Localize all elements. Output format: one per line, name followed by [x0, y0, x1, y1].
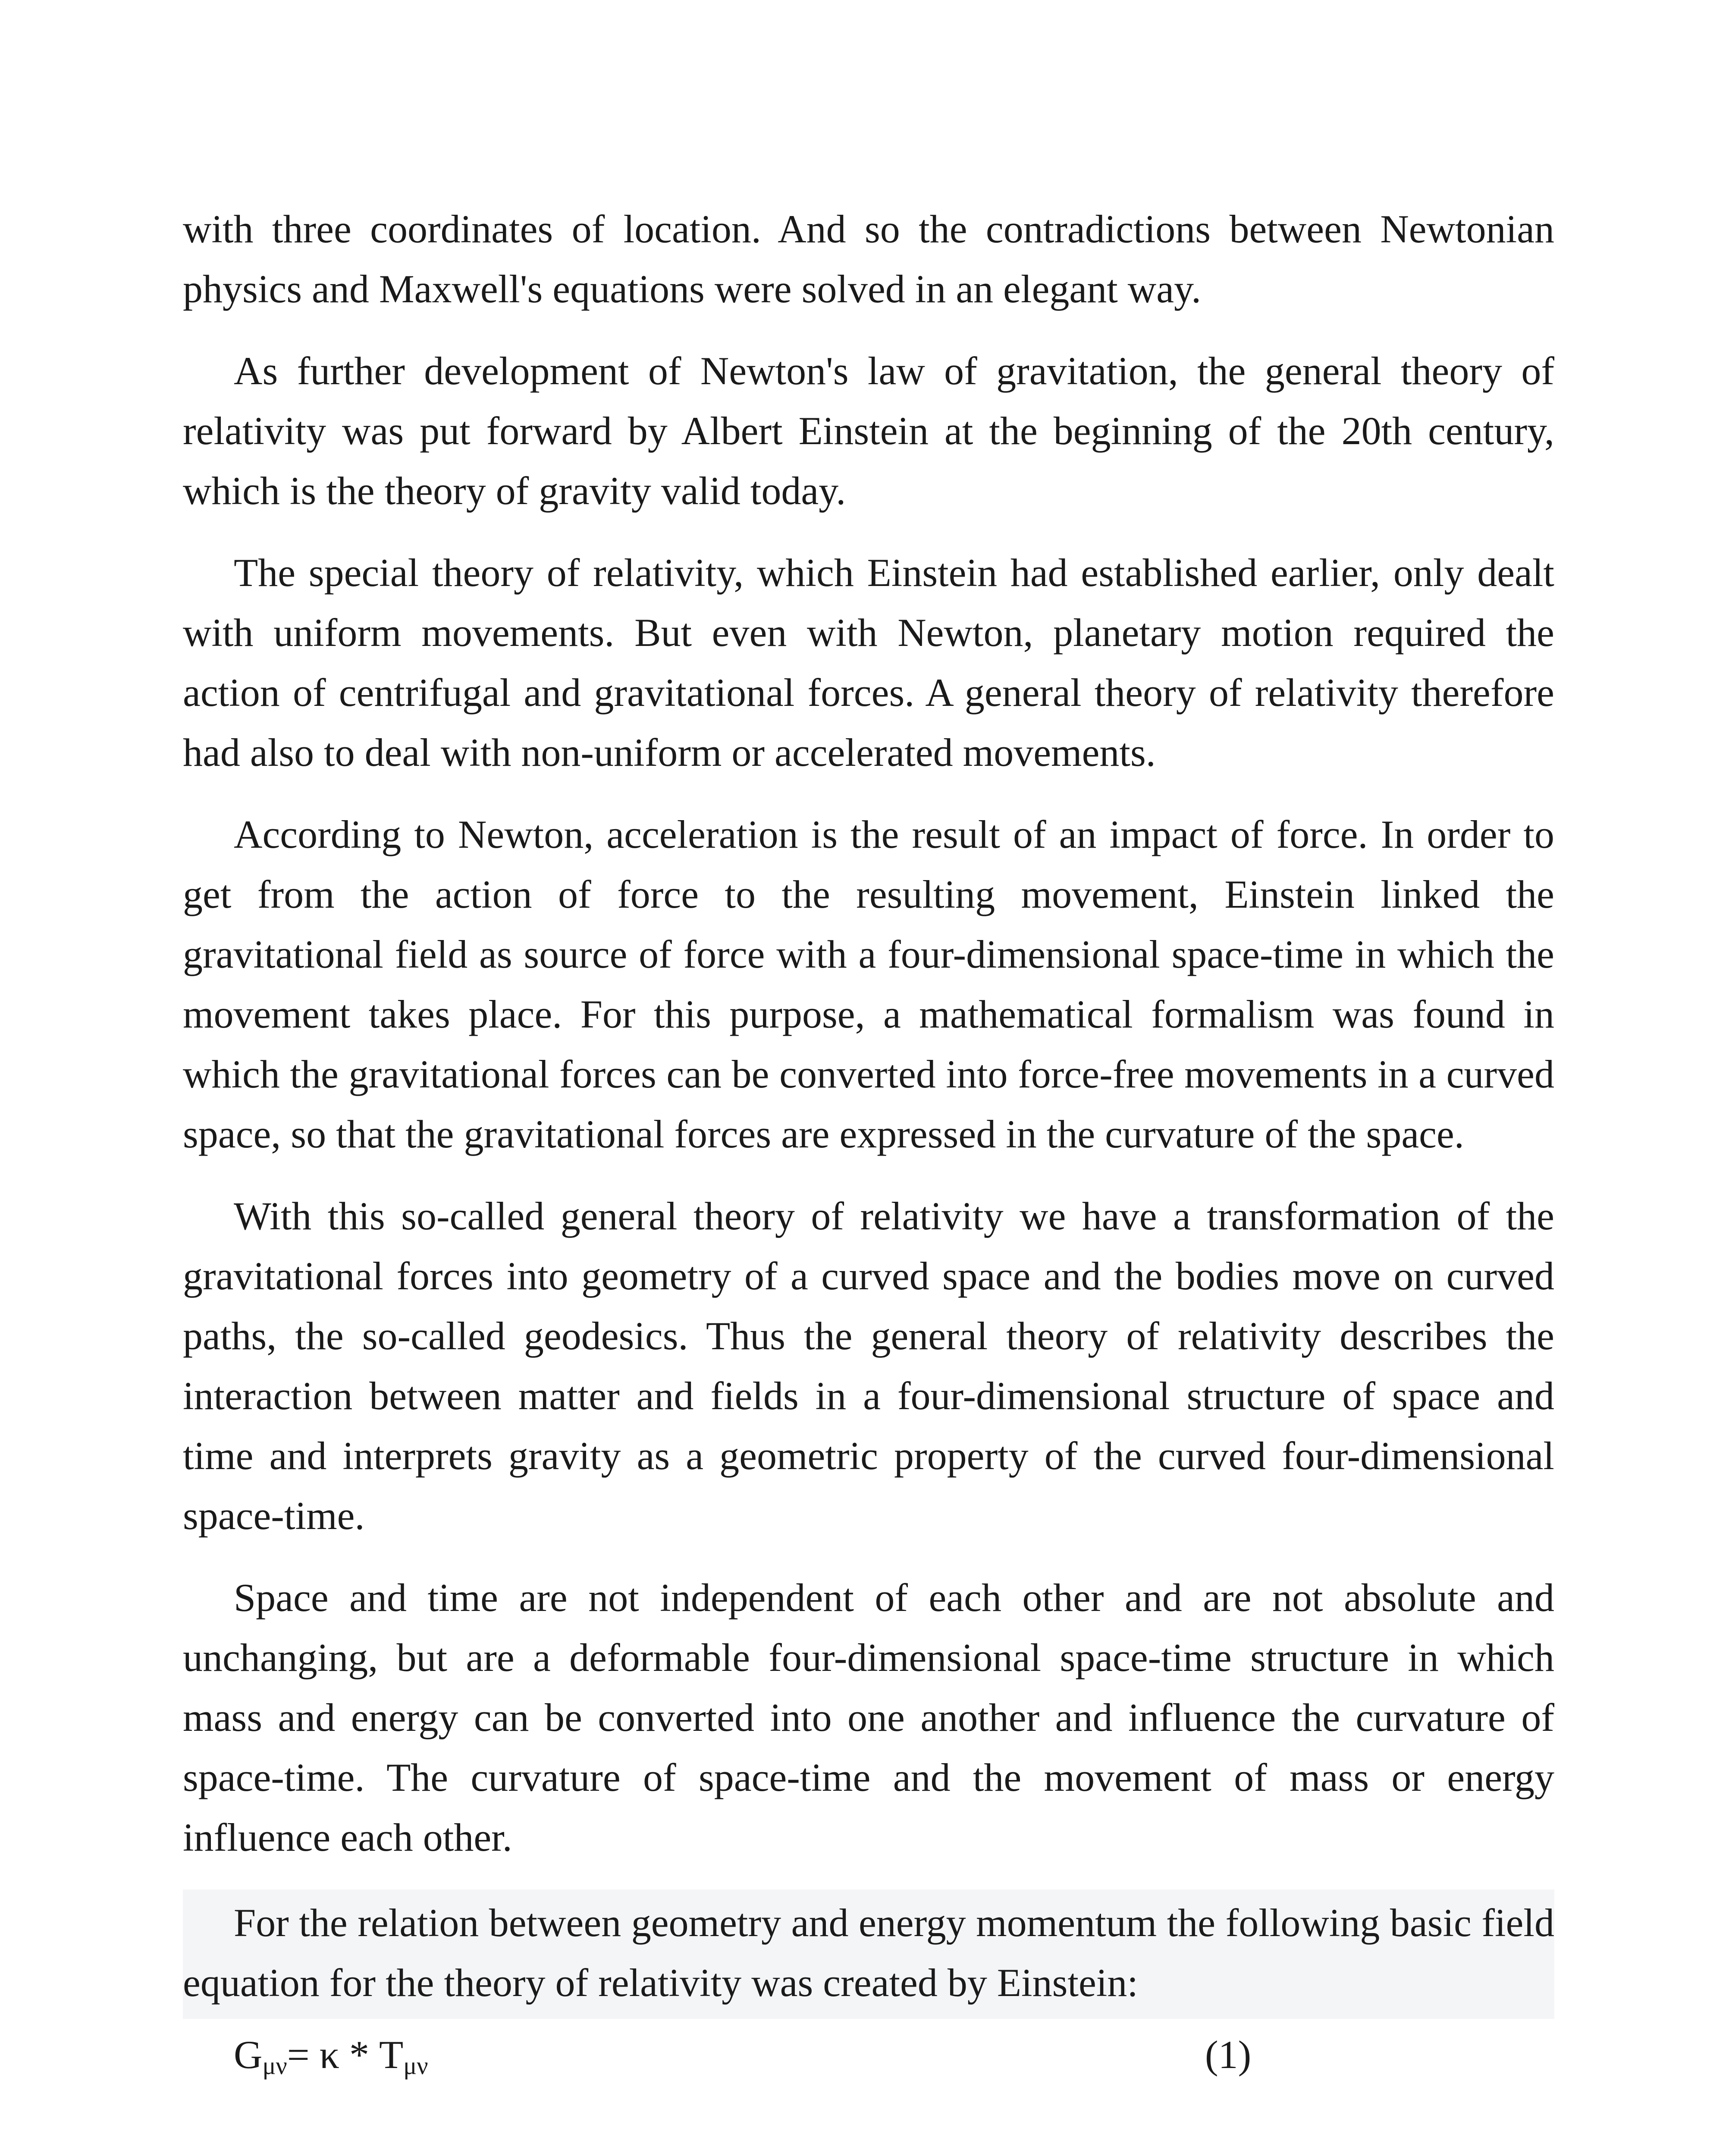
- field-equation: [183, 2025, 1554, 2085]
- paragraph: With this so-called general theory of relativity we have a transformation of the gravitational forces into geometry of a curved space and the bodies move on curved paths, the so-called geodesics. Thus the general theory of relativity describes the interaction between matter and fields in a four-dimensional structure of space and time and interprets gravity as a geometric property of the curved four-dimensional space-time.: [183, 1194, 1554, 1538]
- paragraph-continuation: with three coordinates of location. And so the contradictions between Newtonian physics and Maxwell's equations were solved in an elegant way.: [183, 207, 1554, 311]
- paragraph: The special theory of relativity, which Einstein had established earlier, only dealt with uniform movements. But even with Newton, planetary motion required the action of centrifugal and gravitational forces. A general theory of relativity therefore had also to deal with non-uniform or accelerated movements.: [183, 551, 1554, 774]
- equation-formula: [234, 2025, 428, 2085]
- body-text: [183, 199, 1554, 2085]
- equation-lhs-subscript: μν: [262, 2052, 287, 2080]
- paragraph-highlighted: For the relation between geometry and energy momentum the following basic field equation for the theory of relativity was created by Einstein:: [183, 1890, 1554, 2019]
- equation-operator: = κ *: [287, 2033, 380, 2077]
- paragraph: Space and time are not independent of each other and are not absolute and unchanging, but are a deformable four-dimensional space-time structure in which mass and energy can be converted into one another and influence the curvature of space-time. The curvature of space-time and the movement of mass or energy influence each other.: [183, 1576, 1554, 1859]
- paragraph: As further development of Newton's law of gravitation, the general theory of relativity was put forward by Albert Einstein at the beginning of the 20th century, which is the theory of gravity valid today.: [183, 349, 1554, 513]
- equation-rhs-subscript: μν: [403, 2052, 428, 2080]
- equation-number: (1): [1205, 2033, 1252, 2077]
- paragraph: According to Newton, acceleration is the result of an impact of force. In order to get from the action of force to the resulting movement, Einstein linked the gravitational field as source of force with a four-dimensional space-time in which the movement takes place. For this purpose, a mathematical formalism was found in which the gravitational forces can be converted into force-free movements in a curved space, so that the gravitational forces are expressed in the curvature of the space.: [183, 812, 1554, 1156]
- equation-rhs-symbol: T: [379, 2033, 404, 2077]
- equation-lhs-symbol: G: [234, 2033, 263, 2077]
